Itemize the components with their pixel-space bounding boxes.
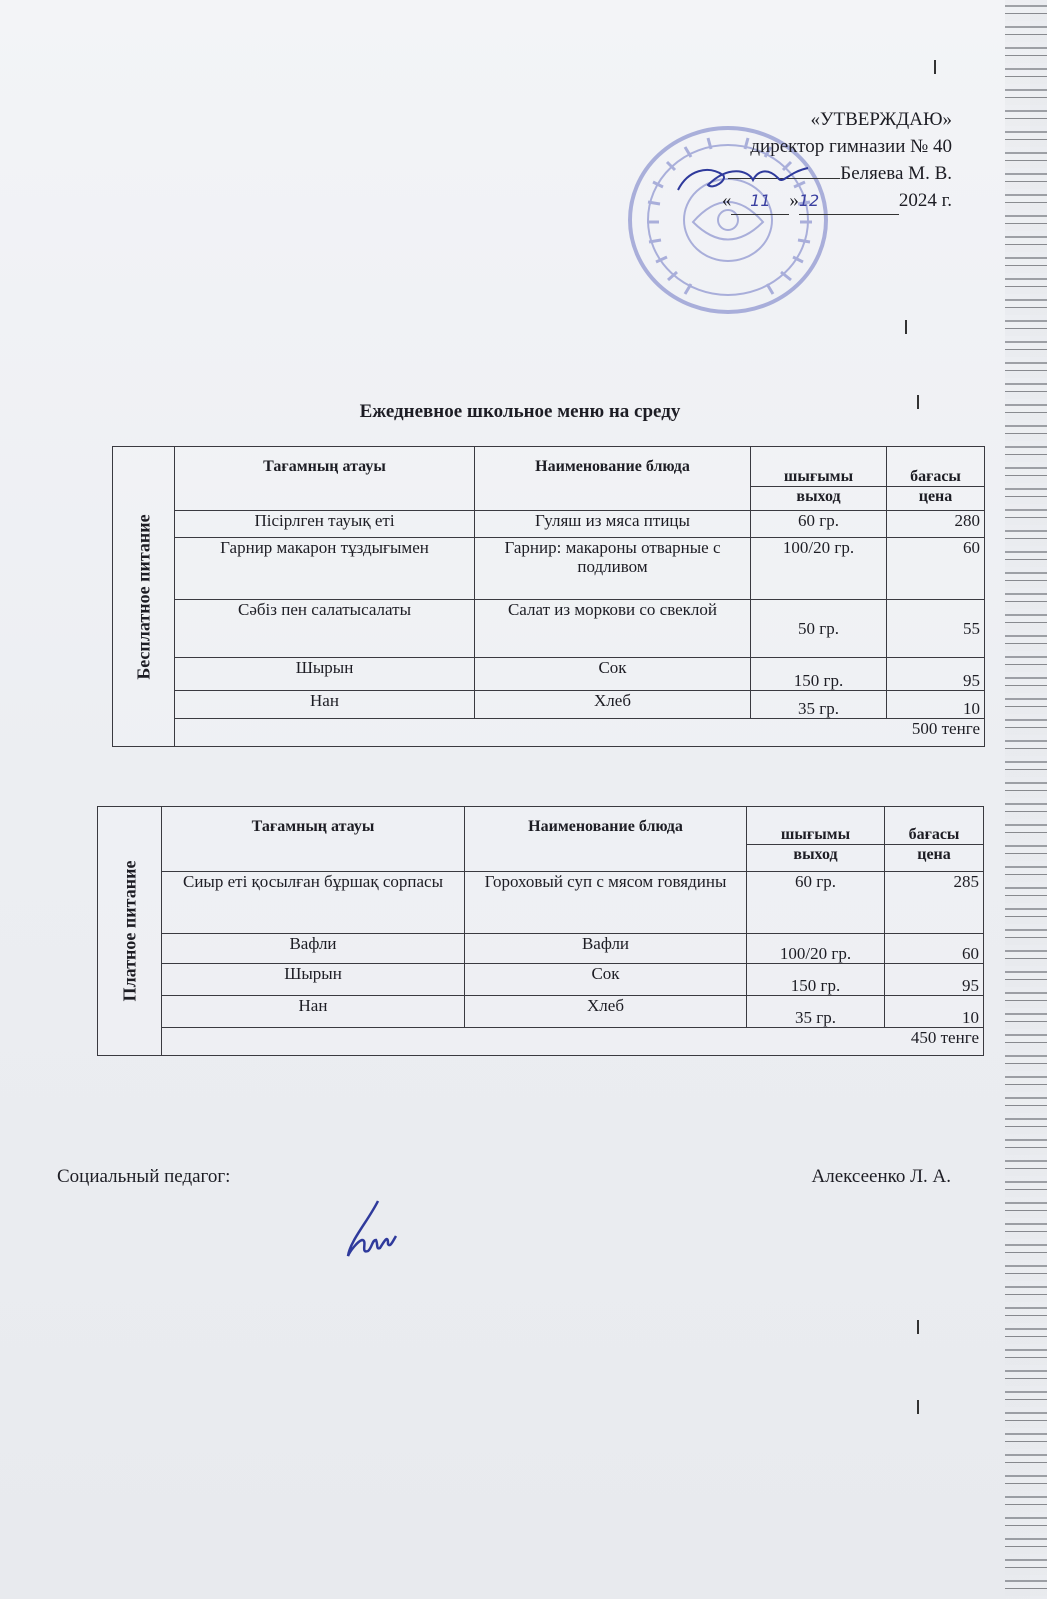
paid-meal-side-cell xyxy=(98,807,162,1056)
dish-price: 95 xyxy=(885,964,984,996)
dish-ru: Гарнир: макароны отварные с подливом xyxy=(475,538,751,600)
table-row xyxy=(113,658,985,691)
dish-kz: Шырын xyxy=(162,964,465,996)
dish-kz: Вафли xyxy=(162,934,465,964)
header-price-kz: бағасы xyxy=(887,447,985,487)
free-meal-side-cell xyxy=(113,447,175,747)
table-row xyxy=(113,511,985,538)
header-price-ru: цена xyxy=(887,487,985,511)
dish-ru: Вафли xyxy=(465,934,747,964)
table-row xyxy=(98,872,984,934)
dish-output: 150 гр. xyxy=(747,964,885,996)
dish-kz: Сәбіз пен салатысалаты xyxy=(175,600,475,658)
document-title: Ежедневное школьное меню на среду xyxy=(359,401,681,422)
approval-year: 2024 г. xyxy=(898,190,952,211)
margin-mark xyxy=(934,60,936,74)
table-row xyxy=(98,996,984,1028)
dish-kz: Нан xyxy=(175,691,475,719)
dish-output: 100/20 гр. xyxy=(747,934,885,964)
header-price-kz: бағасы xyxy=(885,807,984,845)
dish-ru: Гуляш из мяса птицы xyxy=(475,511,751,538)
free-meal-side-label: Бесплатное питание xyxy=(133,513,153,680)
approval-date: « 11 »12 2024 г. xyxy=(722,187,952,215)
dish-output: 60 гр. xyxy=(751,511,887,538)
free-meal-total: 500 тенге xyxy=(175,719,985,747)
dish-ru: Хлеб xyxy=(475,691,751,719)
header-price-ru: цена xyxy=(885,845,984,872)
header-ru-name: Наименование блюда xyxy=(465,807,747,872)
free-meal-table xyxy=(112,446,985,747)
director-signature xyxy=(668,160,818,200)
approval-day: 11 xyxy=(731,187,789,215)
approval-name: Беляева М. В. xyxy=(840,163,952,184)
footer-role: Социальный педагог: xyxy=(57,1166,231,1187)
margin-mark xyxy=(905,320,907,334)
approval-month: 12 xyxy=(799,187,899,215)
header-output-kz: шығымы xyxy=(751,447,887,487)
margin-mark xyxy=(917,395,919,409)
dish-output: 150 гр. xyxy=(751,658,887,691)
dish-price: 285 xyxy=(885,872,984,934)
paid-meal-table xyxy=(97,806,984,1056)
dish-price: 55 xyxy=(887,600,985,658)
dish-ru: Сок xyxy=(475,658,751,691)
teacher-signature xyxy=(338,1196,408,1266)
dish-price: 60 xyxy=(885,934,984,964)
dish-ru: Салат из моркови со свеклой xyxy=(475,600,751,658)
dish-kz: Сиыр еті қосылған бұршақ сорпасы xyxy=(162,872,465,934)
dish-kz: Шырын xyxy=(175,658,475,691)
header-output-ru: выход xyxy=(751,487,887,511)
header-kz-name: Тағамның атауы xyxy=(175,447,475,511)
table-row xyxy=(98,964,984,996)
paid-meal-side-label: Платное питание xyxy=(119,860,139,1002)
table-row xyxy=(113,691,985,719)
dish-ru: Гороховый суп с мясом говядины xyxy=(465,872,747,934)
dish-price: 95 xyxy=(887,658,985,691)
dish-output: 35 гр. xyxy=(747,996,885,1028)
dish-ru: Хлеб xyxy=(465,996,747,1028)
dish-kz: Пісірлген тауық еті xyxy=(175,511,475,538)
margin-mark xyxy=(917,1320,919,1334)
dish-price: 10 xyxy=(885,996,984,1028)
header-kz-name: Тағамның атауы xyxy=(162,807,465,872)
dish-price: 60 xyxy=(887,538,985,600)
dish-output: 50 гр. xyxy=(751,600,887,658)
header-output-ru: выход xyxy=(747,845,885,872)
table-row xyxy=(113,538,985,600)
approval-position: директор гимназии № 40 xyxy=(750,136,952,157)
footer-name: Алексеенко Л. А. xyxy=(811,1166,951,1187)
approval-title: «УТВЕРЖДАЮ» xyxy=(810,109,952,130)
dish-price: 280 xyxy=(887,511,985,538)
paid-meal-total: 450 тенге xyxy=(162,1028,984,1056)
dish-output: 35 гр. xyxy=(751,691,887,719)
dish-price: 10 xyxy=(887,691,985,719)
dish-output: 60 гр. xyxy=(747,872,885,934)
dish-kz: Нан xyxy=(162,996,465,1028)
header-ru-name: Наименование блюда xyxy=(475,447,751,511)
dish-kz: Гарнир макарон тұздығымен xyxy=(175,538,475,600)
dish-output: 100/20 гр. xyxy=(751,538,887,600)
table-row xyxy=(98,934,984,964)
header-output-kz: шығымы xyxy=(747,807,885,845)
margin-mark xyxy=(917,1400,919,1414)
table-row xyxy=(113,600,985,658)
dish-ru: Сок xyxy=(465,964,747,996)
scan-edge xyxy=(1005,0,1047,1599)
